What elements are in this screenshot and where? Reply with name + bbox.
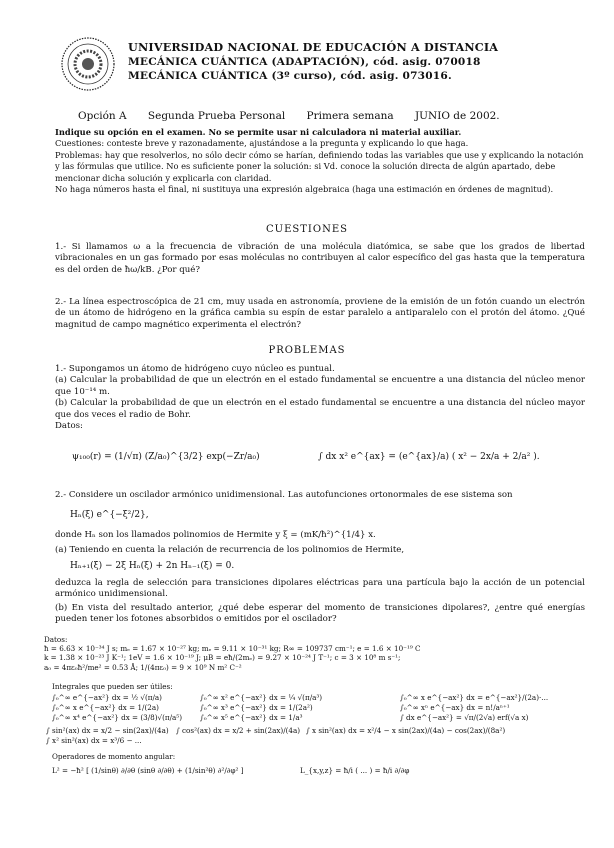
angular-momentum-operator: L_{x,y,z} = ħ/i ( ... ) = ħ/i ∂/∂φ — [300, 766, 410, 775]
instruction-line: Problemas: hay que resolverlos, no sólo decir cómo se harían, definiendo todas las variables que use y explicando la notación y las fórmulas que utilice. No es suficiente poner la solución: si Vd. conoce la solución directa de algún apartado, debe mencionar dicha solución y explicarla con claridad. — [55, 149, 584, 183]
exam-header — [128, 40, 568, 84]
datos-row: ħ = 6.63 × 10⁻³⁴ J s; mₑ = 1.67 × 10⁻²⁷ kg; mₑ = 9.11 × 10⁻³¹ kg; R∞ = 109737 cm⁻¹; e = 1.6 × 10⁻¹⁹ C — [44, 644, 421, 654]
cuestion-2: 2.- La línea espectroscópica de 21 cm, muy usada en astronomía, proviene de la emisión de un fotón cuando un electrón de un átomo de hidrógeno en la gráfica cambia su espín de estar paralelo a antiparalelo con el protón del átomo. ¿Qué magnitud de campo magnético experimenta el electrón? — [55, 297, 585, 330]
datos-row: k = 1.38 × 10⁻²³ J K⁻¹; 1eV = 1.6 × 10⁻¹⁹ J; μB = eħ/(2mₑ) = 9.27 × 10⁻²⁴ J T⁻¹; c = 3 × 10⁸ m s⁻¹; — [44, 653, 401, 663]
problema-2-l1: 2.- Considere un oscilador armónico unidimensional. Las autofunciones ortonormales de ese sistema son — [55, 490, 513, 500]
instruction-line: Cuestiones: conteste breve y razonadamente, ajustándose a la pregunta y explicando lo que haga. — [55, 138, 469, 149]
angular-momentum-operator: L² = −ħ² [ (1/sinθ) ∂/∂θ (sinθ ∂/∂θ) + (1/sin²θ) ∂²/∂φ² ] — [52, 766, 244, 775]
exam-date: JUNIO de 2002. — [414, 110, 500, 122]
integral-item: ∫₀^∞ x⁵ e^{−ax²} dx = 1/a³ — [200, 713, 303, 722]
problema-2-a2: deduzca la regla de selección para transiciones dipolares eléctricas para una partícula bajo la acción de un potencial armónico unidimensional. — [55, 578, 585, 600]
university-name: UNIVERSIDAD NACIONAL DE EDUCACIÓN A DISTANCIA — [128, 40, 499, 54]
integral-item: ∫₀^∞ x⁴ e^{−ax²} dx = (3/8)√(π/a⁵) — [52, 713, 183, 722]
hermite-recurrence: Hₙ₊₁(ξ) − 2ξ Hₙ(ξ) + 2n Hₙ₋₁(ξ) = 0. — [70, 561, 235, 571]
cuestiones-title: CUESTIONES — [266, 224, 348, 235]
cuestion-1: 1.- Si llamamos ω a la frecuencia de vibración de una molécula diatómica, se sabe que los grados de libertad vibracionales en un gas formado por esas moléculas no contribuyen al calor específico del gas hasta que la temperatura es del orden de ħω/kB. ¿Por qué? — [55, 242, 585, 275]
problema-2-l3: donde Hₙ son los llamados polinomios de Hermite y ξ = (mK/ħ²)^{1/4} x. — [55, 530, 376, 540]
integral-item: ∫₀^∞ x³ e^{−ax²} dx = 1/(2a²) — [200, 703, 313, 712]
trig-integral: ∫ sin²(ax) dx = x/2 − sin(2ax)/(4a) — [46, 726, 169, 735]
datos-title: Datos: — [44, 635, 68, 644]
operators-title: Operadores de momento angular: — [52, 752, 176, 761]
exam-option: Opción A — [78, 110, 127, 122]
course-adaptacion: MECÁNICA CUÁNTICA (ADAPTACIÓN), cód. asig. 070018 — [128, 55, 481, 68]
problemas-title: PROBLEMAS — [268, 345, 346, 356]
trig-integral: ∫ x² sin²(ax) dx = x³/6 − ... — [46, 736, 142, 745]
datos-block — [44, 635, 594, 672]
integral-item: ∫₀^∞ x e^{−ax²} dx = 1/(2a) — [52, 703, 159, 712]
integral-formula: ∫ dx x² e^{ax} = (e^{ax}/a) ( x² − 2x/a + 2/a² ). — [318, 452, 540, 462]
problema-1-intro: 1.- Supongamos un átomo de hidrógeno cuyo núcleo es puntual. — [55, 364, 335, 374]
trig-integral: ∫ x sin²(ax) dx = x²/4 − x sin(2ax)/(4a) − cos(2ax)/(8a²) — [306, 726, 506, 735]
integral-item: ∫₀^∞ xⁿ e^{−ax} dx = n!/aⁿ⁺¹ — [400, 703, 510, 712]
university-seal-icon — [60, 36, 116, 92]
instructions — [55, 127, 585, 195]
problema-1 — [55, 364, 585, 432]
integral-item: ∫₀^∞ e^{−ax²} dx = ½ √(π/a) — [52, 693, 162, 702]
problema-1-datos: Datos: — [55, 421, 83, 432]
problema-2-b: (b) En vista del resultado anterior, ¿qué debe esperar del momento de transiciones dipolares?, ¿entre qué energías pueden tener los fotones absorbidos o emitidos por el oscilador? — [55, 603, 585, 625]
datos-row: a₀ = 4πε₀ħ²/me² = 0.53 Å; 1/(4πε₀) = 9 × 10⁹ N m² C⁻² — [44, 662, 242, 672]
problema-2-a: (a) Teniendo en cuenta la relación de recurrencia de los polinomios de Hermite, — [55, 545, 405, 555]
integral-item: ∫₀^∞ x e^{−ax²} dx = e^{−ax²}/(2a)·... — [400, 693, 549, 702]
exam-type: Segunda Prueba Personal — [147, 110, 286, 122]
exam-meta — [78, 110, 538, 122]
eigenfunction-formula: Hₙ(ξ) e^{−ξ²/2}, — [70, 510, 149, 520]
instruction-line: Indique su opción en el examen. No se permite usar ni calculadora ni material auxiliar. — [55, 127, 462, 137]
integral-item: ∫ dx e^{−ax²} = √π/(2√a) erf(√a x) — [400, 713, 529, 722]
course-3rd-year: MECÁNICA CUÁNTICA (3º curso), cód. asig. 073016. — [128, 70, 452, 82]
instruction-line: No haga números hasta el final, ni sustituya una expresión algebraica (haga una estimación en órdenes de magnitud). — [55, 184, 554, 195]
exam-week: Primera semana — [306, 110, 394, 122]
integral-item: ∫₀^∞ x² e^{−ax²} dx = ¼ √(π/a³) — [200, 693, 323, 702]
integrales-title: Integrales que pueden ser útiles: — [52, 682, 173, 691]
trig-integral: ∫ cos²(ax) dx = x/2 + sin(2ax)/(4a) — [176, 726, 301, 735]
problema-1-b: (b) Calcular la probabilidad de que un electrón en el estado fundamental se encuentre a una distancia del núcleo mayor que dos veces el radio de Bohr. — [55, 398, 585, 420]
wavefunction-formula: ψ₁₀₀(r) = (1/√π) (Z/a₀)^{3/2} exp(−Zr/a₀) — [72, 452, 260, 462]
problema-1-a: (a) Calcular la probabilidad de que un electrón en el estado fundamental se encuentre a una distancia del núcleo menor que 10⁻¹⁴ m. — [55, 375, 585, 397]
